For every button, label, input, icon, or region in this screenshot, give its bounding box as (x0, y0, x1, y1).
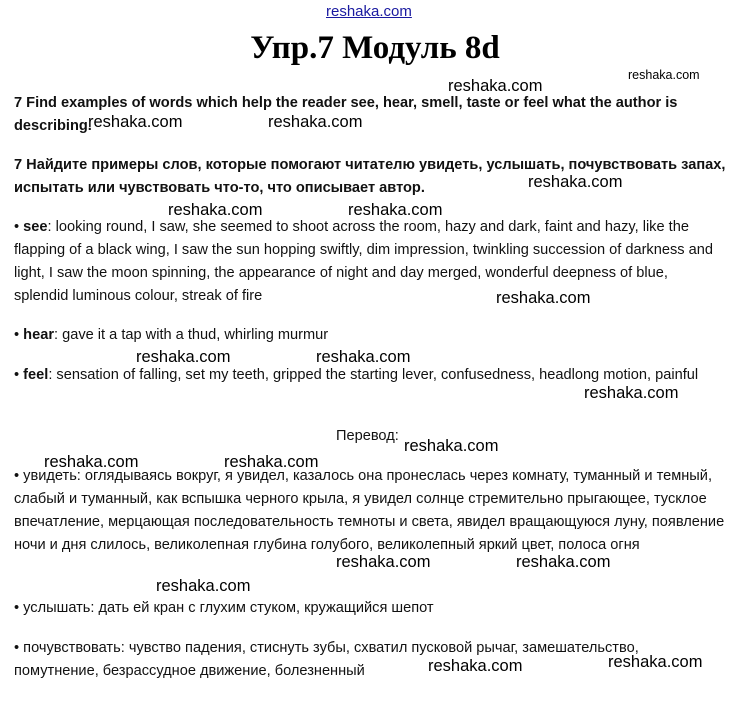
task-russian: 7 Найдите примеры слов, которые помогают читателю увидеть, услышать, почувствовать запах, испытать или чувствовать что-то, что описывает автор. (14, 157, 726, 196)
feel-text: : sensation of falling, set my teeth, gripped the starting lever, confusedness, headlong motion, painful (48, 367, 699, 383)
bullet: • (14, 219, 20, 235)
see-label: see (23, 219, 48, 235)
bullet: • (14, 640, 20, 656)
hear-text: : gave it a tap with a thud, whirling murmur (54, 327, 329, 343)
watermark: reshaka.com (88, 113, 183, 131)
see-paragraph (14, 216, 726, 308)
ru-see-text: увидеть: оглядываясь вокруг, я увидел, казалось она пронеслась через комнату, туманный и темный, слабый и туманный, как вспышка черного крыла, я увидел солнце стремительно прыгающее, тусклое впечатление, мерцающая последовательность темноты и света, явидел вращающуюся луну, появление ночи и дня слилось, великолепная глубина голубого, великолепный яркий цвет, полоса огня (14, 468, 725, 553)
watermark: reshaka.com (336, 553, 431, 571)
watermark: reshaka.com (428, 657, 523, 675)
watermark: reshaka.com (316, 348, 411, 366)
see-text: : looking round, I saw, she seemed to shoot across the room, hazy and dark, faint and hazy, like the flapping of a black wing, I saw the sun hopping swiftly, dim impression, twinkling succession of darkness and light, I saw the moon spinning, the appearance of night and day merged, wonderful deepness of blue, splendid luminous colour, streak of fire (14, 219, 713, 304)
bullet: • (14, 327, 20, 343)
watermark: reshaka.com (44, 453, 139, 471)
watermark: reshaka.com (584, 384, 679, 402)
watermark: reshaka.com (168, 201, 263, 219)
ru-feel-text: почувствовать: чувство падения, стиснуть зубы, схватил пусковой рычаг, замешательство, помутнение, безрассудное движение, болезненный (14, 640, 639, 679)
watermark: reshaka.com (268, 113, 363, 131)
watermark: reshaka.com (516, 553, 611, 571)
page-title: Упр.7 Модуль 8d (250, 30, 500, 66)
watermark: reshaka.com (608, 653, 703, 671)
header-watermark-link[interactable]: reshaka.com (326, 3, 412, 20)
ru-hear-text: услышать: дать ей кран с глухим стуком, кружащийся шепот (23, 600, 434, 616)
hear-label: hear (23, 327, 54, 343)
watermark: reshaka.com (404, 437, 499, 455)
watermark: reshaka.com (348, 201, 443, 219)
watermark: reshaka.com (528, 173, 623, 191)
watermark: reshaka.com (156, 577, 251, 595)
task-english: 7 Find examples of words which help the reader see, hear, smell, taste or feel what the author is describing. (14, 95, 678, 134)
bullet: • (14, 468, 20, 484)
hear-paragraph (14, 324, 726, 347)
watermark: reshaka.com (496, 289, 591, 307)
ru-hear-paragraph (14, 597, 726, 620)
translation-label: Перевод: (336, 428, 399, 444)
watermark: reshaka.com (136, 348, 231, 366)
watermark: reshaka.com (224, 453, 319, 471)
bullet: • (14, 600, 20, 616)
bullet: • (14, 367, 20, 383)
watermark: reshaka.com (448, 77, 543, 95)
watermark: reshaka.com (628, 68, 700, 82)
feel-label: feel (23, 367, 49, 383)
ru-see-paragraph (14, 465, 726, 557)
